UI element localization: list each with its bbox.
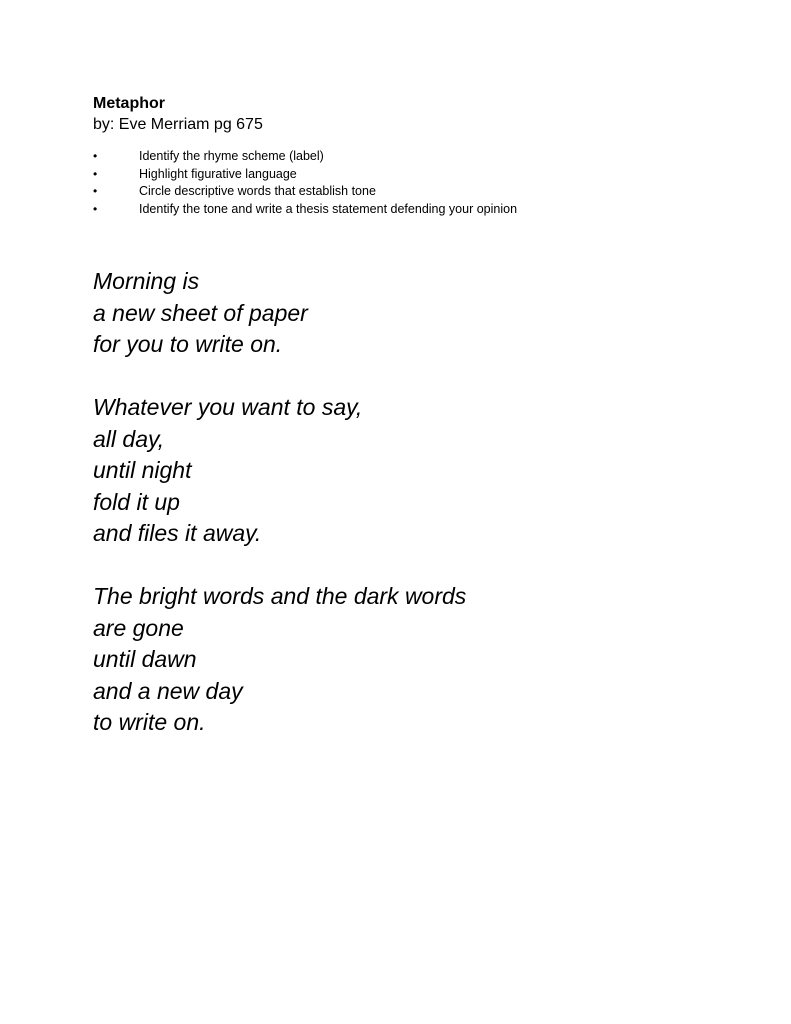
bullet-icon: • <box>93 149 98 163</box>
poem-line: The bright words and the dark words <box>93 583 467 609</box>
document-page <box>93 94 753 770</box>
instruction-text: Circle descriptive words that establish tone <box>139 184 376 198</box>
instruction-text: Identify the tone and write a thesis statement defending your opinion <box>139 201 518 216</box>
instruction-item <box>93 166 753 184</box>
poem-line: and files it away. <box>93 520 262 546</box>
poem-line: to write on. <box>93 709 206 735</box>
poem-line: are gone <box>93 614 184 641</box>
poem-stanza-1 <box>93 266 753 361</box>
bullet-icon: • <box>93 201 98 216</box>
poem <box>93 266 753 739</box>
poem-line: Morning is <box>93 268 200 294</box>
instructions-list <box>93 148 753 218</box>
bullet-icon: • <box>93 184 98 198</box>
poem-stanza-3 <box>93 581 753 739</box>
instruction-text: Identify the rhyme scheme (label) <box>139 149 324 163</box>
document-title: Metaphor <box>93 95 165 112</box>
poem-line: for you to write on. <box>93 331 283 357</box>
bullet-icon: • <box>93 166 98 181</box>
instruction-text: Highlight figurative language <box>139 166 297 181</box>
poem-line: until dawn <box>93 646 197 672</box>
instruction-item <box>93 183 753 201</box>
poem-line: fold it up <box>93 488 180 515</box>
poem-line: all day, <box>93 425 165 452</box>
instruction-item <box>93 148 753 166</box>
poem-line: until night <box>93 457 192 483</box>
instruction-item <box>93 201 753 219</box>
poem-line: a new sheet of paper <box>93 299 308 326</box>
poem-line: Whatever you want to say, <box>93 394 363 420</box>
document-byline: by: Eve Merriam pg 675 <box>93 116 263 133</box>
poem-line: and a new day <box>93 677 243 704</box>
poem-stanza-2 <box>93 392 753 550</box>
